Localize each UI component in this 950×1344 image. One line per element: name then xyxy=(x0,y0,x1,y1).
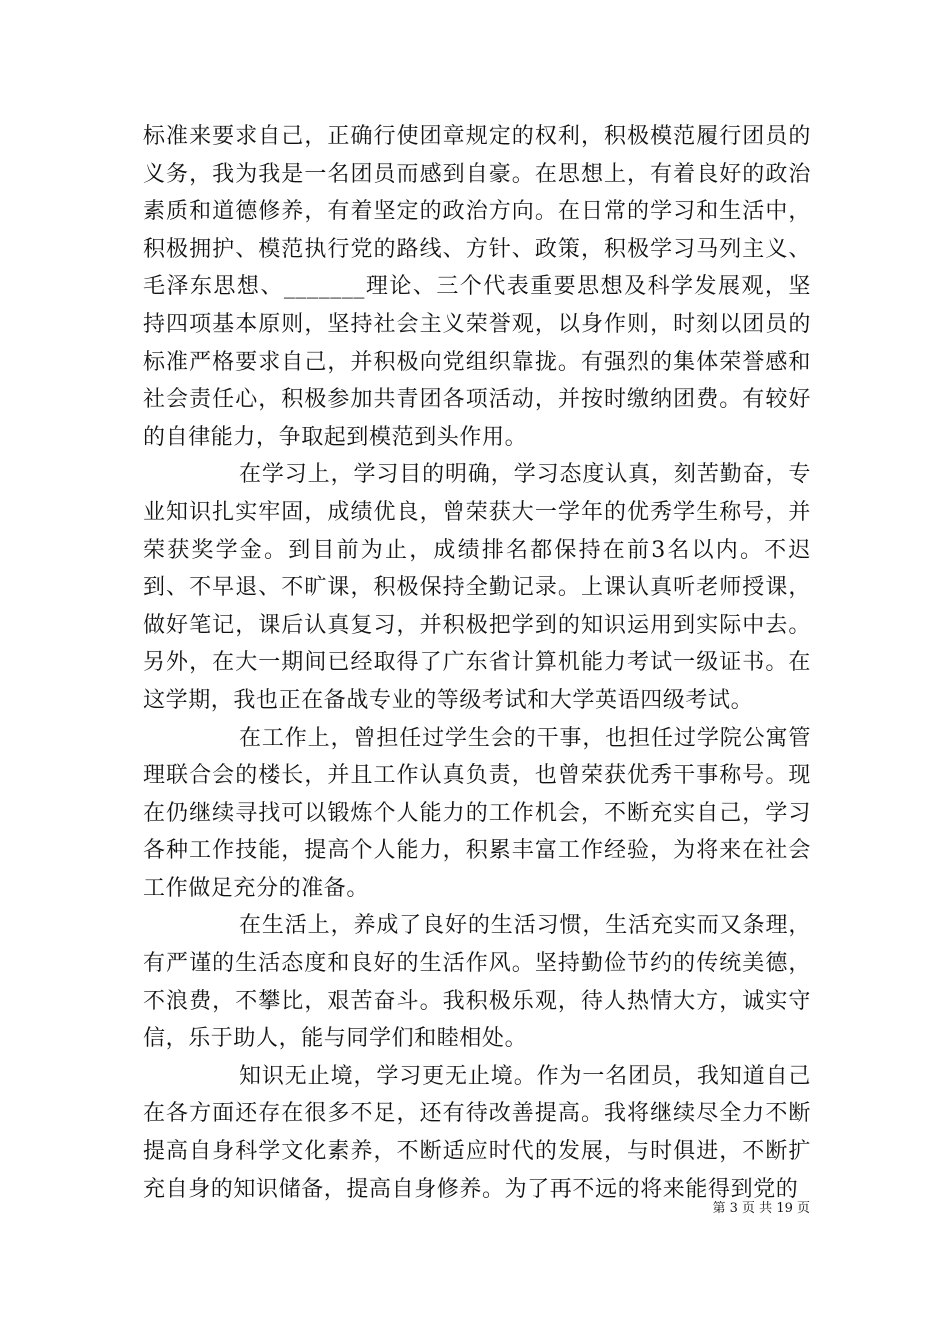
paragraph-conclusion: 知识无止境，学习更无止境。作为一名团员，我知道自己在各方面还存在很多不足，还有待改善提高。我将继续尽全力不断提高自身科学文化素养，不断适应时代的发展，与时俱进，不断扩充自身的知识储备，提高自身修养。为了再不远的将来能得到党的 xyxy=(143,1063,811,1202)
paragraph-study: 在学习上，学习目的明确，学习态度认真，刻苦勤奋，专业知识扎实牢固，成绩优良，曾荣获大一学年的优秀学生称号，并荣获奖学金。到目前为止，成绩排名都保持在前3名以内。不迟到、不早退、不旷课，积极保持全勤记录。上课认真听老师授课，做好笔记，课后认真复习，并积极把学到的知识运用到实际中去。另外，在大一期间已经取得了广东省计算机能力考试一级证书。在这学期，我也正在备战专业的等级考试和大学英语四级考试。 xyxy=(143,462,811,713)
page-number-footer: 第 3 页 共 19 页 xyxy=(712,1201,810,1216)
document-body xyxy=(143,118,811,1208)
paragraph-life: 在生活上，养成了良好的生活习惯，生活充实而又条理，有严谨的生活态度和良好的生活作风。坚持勤俭节约的传统美德，不浪费，不攀比，艰苦奋斗。我积极乐观，待人热情大方，诚实守信，乐于助人，能与同学们和睦相处。 xyxy=(143,913,811,1052)
paragraph-work: 在工作上，曾担任过学生会的干事，也担任过学院公寓管理联合会的楼长，并且工作认真负责，也曾荣获优秀干事称号。现在仍继续寻找可以锻炼个人能力的工作机会，不断充实自己，学习各种工作技能，提高个人能力，积累丰富工作经验，为将来在社会工作做足充分的准备。 xyxy=(143,725,811,901)
paragraph-political: 标准来要求自己，正确行使团章规定的权利，积极模范履行团员的义务，我为我是一名团员而感到自豪。在思想上，有着良好的政治素质和道德修养，有着坚定的政治方向。在日常的学习和生活中，积极拥护、模范执行党的路线、方针、政策，积极学习马列主义、毛泽东思想、_______理论、三个代表重要思想及科学发展观，坚持四项基本原则，坚持社会主义荣誉观，以身作则，时刻以团员的标准严格要求自己，并积极向党组织靠拢。有强烈的集体荣誉感和社会责任心，积极参加共青团各项活动，并按时缴纳团费。有较好的自律能力，争取起到模范到头作用。 xyxy=(143,124,811,450)
